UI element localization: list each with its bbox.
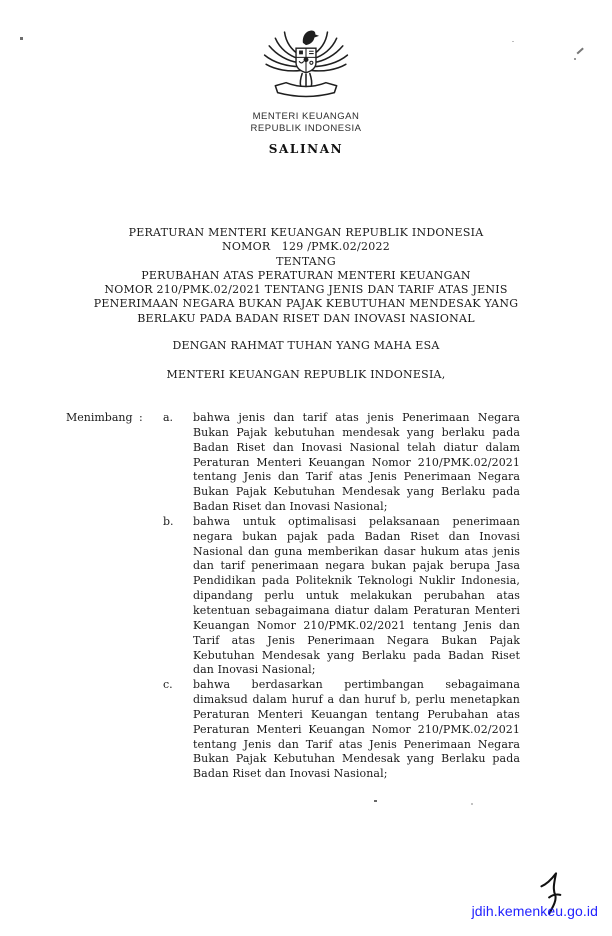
scan-artifact xyxy=(20,37,23,40)
regulation-tentang-line: TENTANG xyxy=(276,254,336,268)
regulation-title-line5: NOMOR 210/PMK.02/2021 TENTANG JENIS DAN TARIF ATAS JENIS xyxy=(104,283,508,297)
considering-label: Menimbang xyxy=(66,411,133,424)
scan-artifact xyxy=(512,41,514,42)
scan-artifact xyxy=(471,803,473,805)
considering-section xyxy=(66,411,520,782)
considering-item-letter-c: c. xyxy=(163,678,173,692)
ministry-line2: REPUBLIK INDONESIA xyxy=(250,123,362,134)
scan-artifact xyxy=(374,800,377,802)
considering-item-letter-b: b. xyxy=(163,514,174,528)
invocation-line: DENGAN RAHMAT TUHAN YANG MAHA ESA xyxy=(172,339,440,352)
scan-artifact xyxy=(574,58,576,60)
considering-item-text-a: bahwa jenis dan tarif atas jenis Penerimaan Negara Bukan Pajak kebutuhan mendesak yang berlaku pada Badan Riset dan Inovasi Nasional telah diatur dalam Peraturan Menteri Keuangan Nomor 210/PMK.02/2021 tentang Jenis dan Tarif atas Jenis Penerimaan Negara Bukan Pajak Kebutuhan Mendesak yang Berlaku pada Badan Riset dan Inovasi Nasional; xyxy=(193,411,520,514)
issuer-line: MENTERI KEUANGAN REPUBLIK INDONESIA, xyxy=(166,368,446,381)
regulation-title-line4: PERUBAHAN ATAS PERATURAN MENTERI KEUANGAN xyxy=(141,268,471,282)
regulation-title-line6: PENERIMAAN NEGARA BUKAN PAJAK KEBUTUHAN MENDESAK YANG xyxy=(93,297,519,311)
regulation-title-line7: BERLAKU PADA BADAN RISET DAN INOVASI NASIONAL xyxy=(137,311,475,325)
considering-item-text-b: bahwa untuk optimalisasi pelaksanaan penerimaan negara bukan pajak pada Badan Riset dan Inovasi Nasional dan guna memberikan dasar hukum atas jenis dan tarif penerimaan negara bukan pajak berupa Jasa Pendidikan pada Politeknik Teknologi Nuklir Indonesia, dipandang perlu untuk melakukan perubahan atas ketentuan sebagaimana diatur dalam Peraturan Menteri Keuangan Nomor 210/PMK.02/2021 tentang Jenis dan Tarif atas Jenis Penerimaan Negara Bukan Pajak Kebutuhan Mendesak yang Berlaku pada Badan Riset dan Inovasi Nasional; xyxy=(193,514,520,677)
regulation-title-block xyxy=(0,226,612,326)
regulation-number-line: NOMOR 129 /PMK.02/2022 xyxy=(222,240,390,254)
document-header xyxy=(0,24,612,156)
regulation-title-line1: PERATURAN MENTERI KEUANGAN REPUBLIK INDONESIA xyxy=(128,226,484,239)
considering-item-text-c: bahwa berdasarkan pertimbangan sebagaimana dimaksud dalam huruf a dan huruf b, perlu menetapkan Peraturan Menteri Keuangan tentang Perubahan atas Peraturan Menteri Keuangan Nomor 210/PMK.02/2021 tentang Jenis dan Tarif atas Jenis Penerimaan Negara Bukan Pajak Kebutuhan Mendesak yang Berlaku pada Badan Riset dan Inovasi Nasional; xyxy=(193,678,520,781)
considering-colon: : xyxy=(139,411,143,424)
garuda-pancasila-emblem-icon xyxy=(260,24,352,100)
ministry-line1: MENTERI KEUANGAN xyxy=(252,111,360,122)
jdih-website-link[interactable]: jdih.kemenkeu.go.id xyxy=(471,903,598,919)
ministry-name xyxy=(0,111,612,135)
considering-item-letter-a: a. xyxy=(163,411,174,424)
copy-stamp-label: SALINAN xyxy=(268,142,344,156)
